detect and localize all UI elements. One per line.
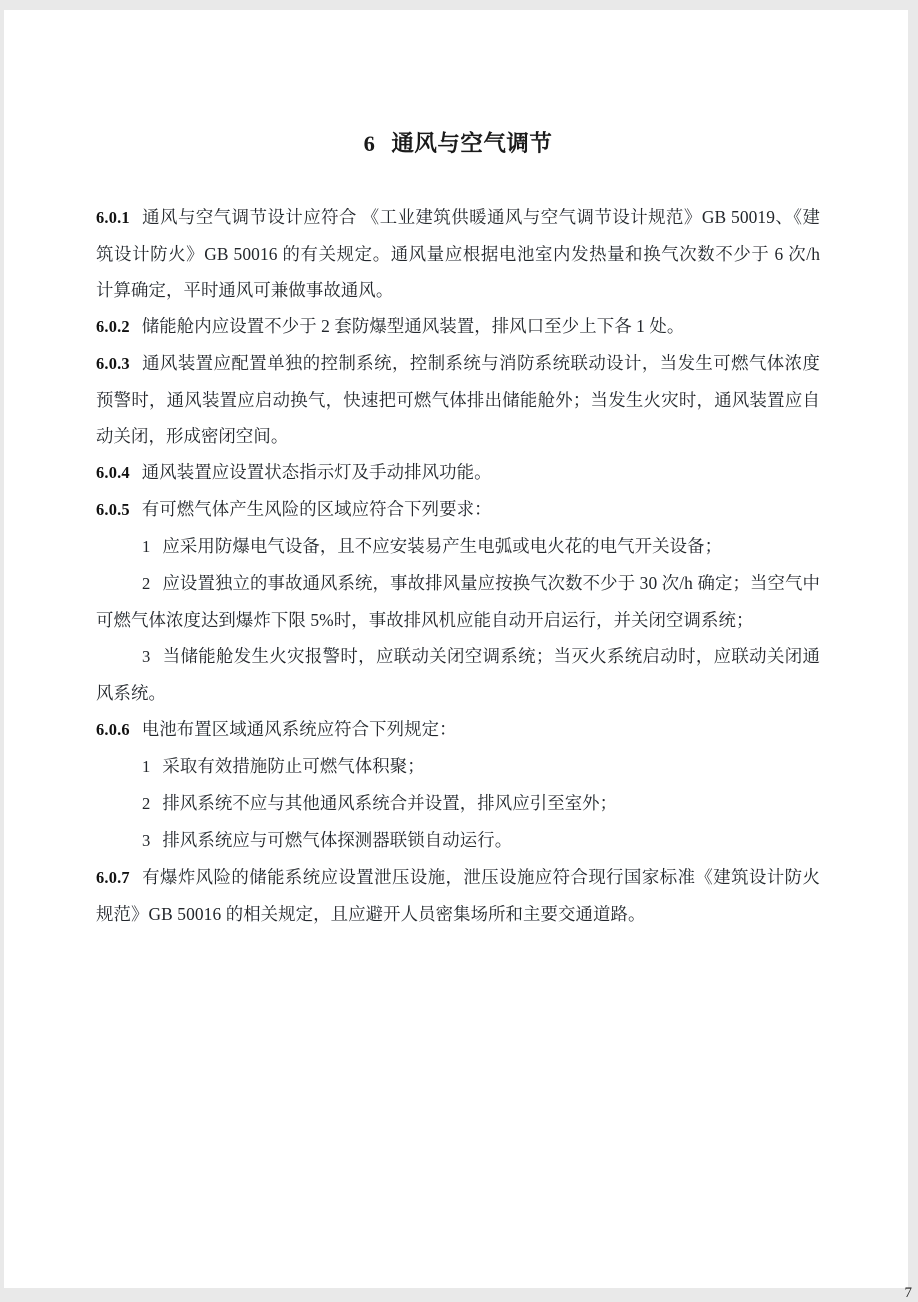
- clause-6-0-5-subitem-3: [96, 638, 820, 711]
- subitem-text: 应设置独立的事故通风系统，事故排风量应按换气次数不少于 30 次/h 确定；当空气中可燃气体浓度达到爆炸下限 5%时，事故排风机应能自动开启运行，并关闭空调系统；: [96, 573, 820, 630]
- clause-number: 6.0.3: [96, 354, 130, 373]
- subitem-text: 当储能舱发生火灾报警时，应联动关闭空调系统；当灭火系统启动时，应联动关闭通风系统。: [96, 646, 820, 703]
- page-title-text: 通风与空气调节: [391, 131, 553, 156]
- clause-6-0-5-subitem-2: [96, 565, 820, 638]
- clause-text: 通风装置应配置单独的控制系统，控制系统与消防系统联动设计，当发生可燃气体浓度预警时，通风装置应启动换气，快速把可燃气体排出储能舱外；当发生火灾时，通风装置应自动关闭，形成密闭空间。: [96, 353, 820, 446]
- clause-number: 6.0.5: [96, 500, 130, 519]
- clause-text: 通风与空气调节设计应符合 《工业建筑供暖通风与空气调节设计规范》GB 50019、《建筑设计防火》GB 50016 的有关规定。通风量应根据电池室内发热量和换气次数不少于 6 次/h 计算确定，平时通风可兼做事故通风。: [96, 207, 820, 300]
- clause-6-0-7: [96, 859, 820, 932]
- clause-6-0-2: [96, 308, 820, 345]
- clause-number: 6.0.6: [96, 720, 130, 739]
- subitem-number: 2: [142, 574, 151, 593]
- clause-number: 6.0.1: [96, 208, 130, 227]
- subitem-text: 采取有效措施防止可燃气体积聚；: [162, 756, 425, 776]
- clause-6-0-4: [96, 454, 820, 491]
- page-content: [96, 130, 912, 1301]
- clause-6-0-5: [96, 491, 820, 528]
- clause-6-0-6-subitem-3: [96, 822, 820, 859]
- subitem-text: 应采用防爆电气设备，且不应安装易产生电弧或电火花的电气开关设备；: [162, 536, 723, 556]
- page-number: 7: [904, 1285, 912, 1301]
- clause-6-0-6: [96, 711, 820, 748]
- clause-text: 储能舱内应设置不少于 2 套防爆型通风装置，排风口至少上下各 1 处。: [141, 316, 685, 336]
- document-page: [4, 10, 912, 1301]
- subitem-text: 排风系统应与可燃气体探测器联锁自动运行。: [162, 830, 513, 850]
- clause-6-0-5-subitem-1: [96, 528, 820, 565]
- clause-text: 电池布置区域通风系统应符合下列规定：: [141, 719, 457, 739]
- clause-6-0-6-subitem-2: [96, 785, 820, 822]
- clause-number: 6.0.2: [96, 317, 130, 336]
- subitem-number: 2: [142, 794, 151, 813]
- subitem-number: 3: [142, 647, 151, 666]
- clause-6-0-3: [96, 345, 820, 454]
- subitem-text: 排风系统不应与其他通风系统合并设置，排风应引至室外；: [162, 793, 618, 813]
- clause-text: 通风装置应设置状态指示灯及手动排风功能。: [141, 462, 492, 482]
- clause-6-0-1: [96, 199, 820, 308]
- page-title-number: 6: [363, 131, 376, 156]
- clause-text: 有爆炸风险的储能系统应设置泄压设施，泄压设施应符合现行国家标准《建筑设计防火规范》GB 50016 的相关规定，且应避开人员密集场所和主要交通道路。: [96, 867, 820, 924]
- clause-number: 6.0.4: [96, 463, 130, 482]
- page-title: [96, 130, 820, 157]
- clause-6-0-6-subitem-1: [96, 748, 820, 785]
- subitem-number: 1: [142, 757, 151, 776]
- clause-number: 6.0.7: [96, 868, 130, 887]
- subitem-number: 3: [142, 831, 151, 850]
- subitem-number: 1: [142, 537, 151, 556]
- clause-text: 有可燃气体产生风险的区域应符合下列要求：: [141, 499, 492, 519]
